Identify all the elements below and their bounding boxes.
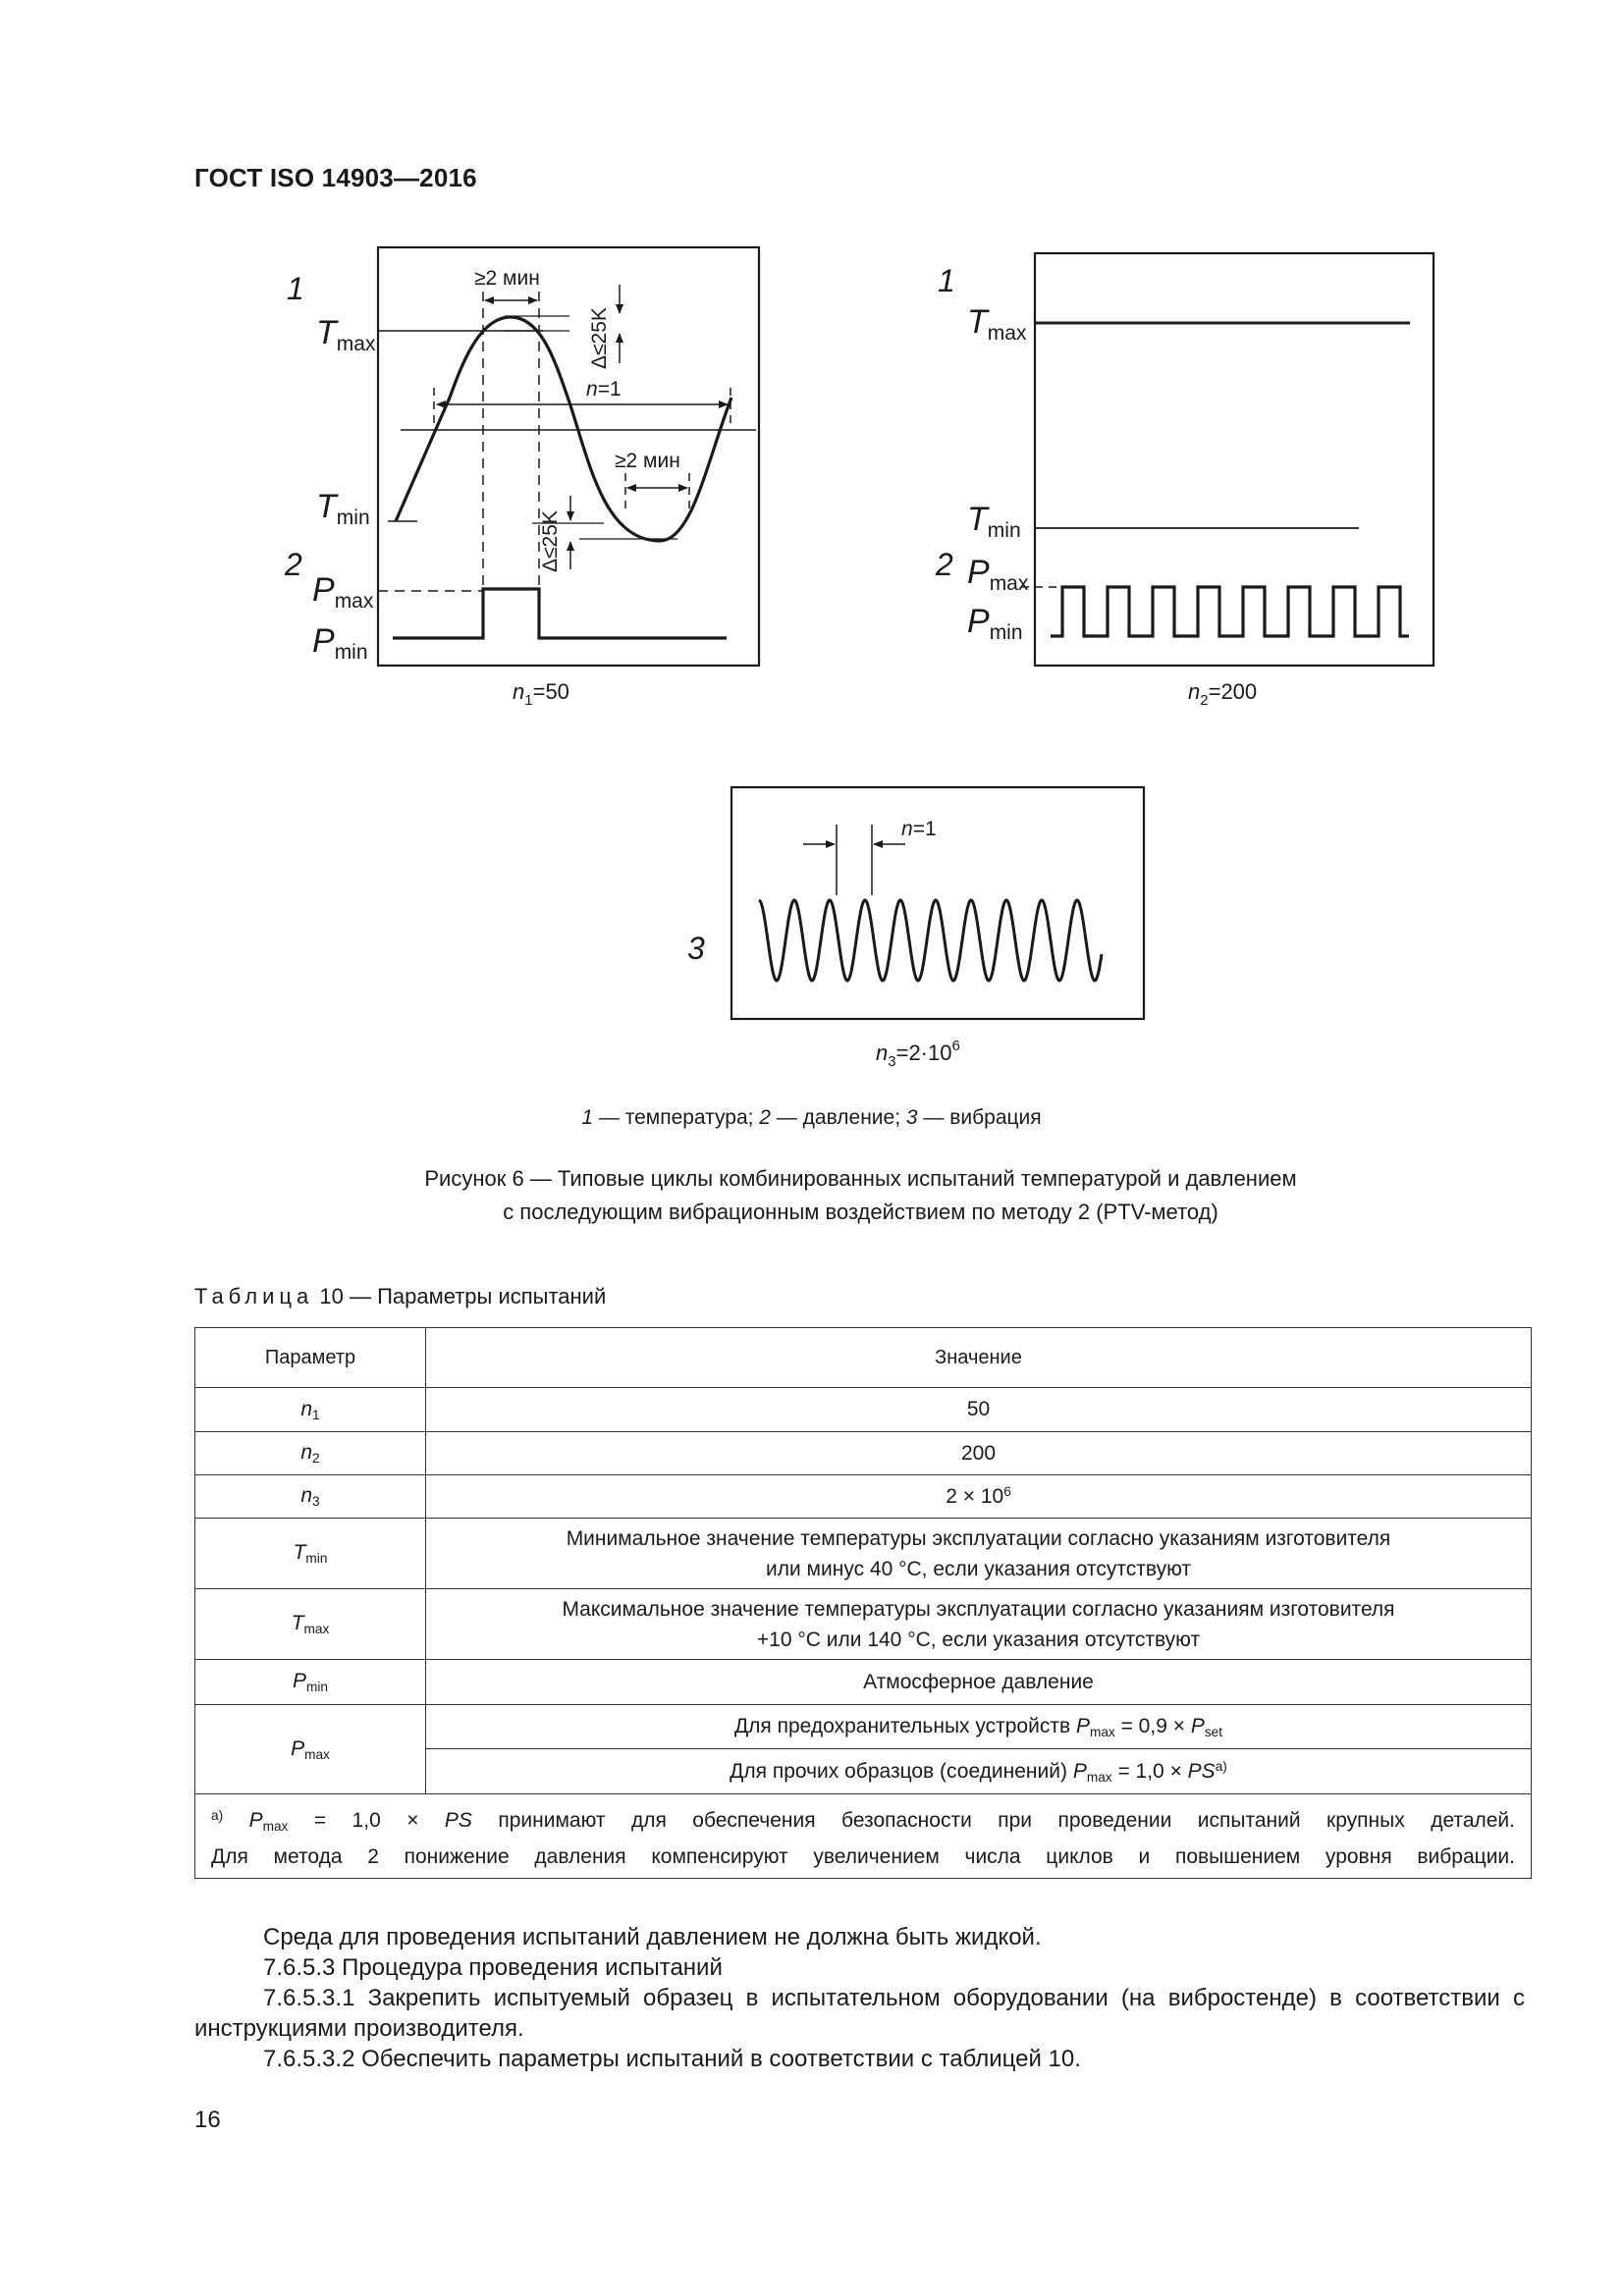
page-number: 16 xyxy=(194,2107,221,2133)
paragraph: 7.6.5.3.1 Закрепить испытуемый образец в испытательном оборудовании (на вибростенде) в соответствии с инструкциями производителя. xyxy=(194,1985,1525,2042)
value-cell: $2 \times 10^6$ xyxy=(426,1475,1532,1519)
paragraph: Среда для проведения испытаний давлением не должна быть жидкой. xyxy=(263,1924,1042,1950)
panel3-count-label: $n_3=2\cdot 10^6$ xyxy=(876,1038,960,1070)
param-cell: $n_2$ xyxy=(195,1432,426,1475)
panel1-temp-number: 1 xyxy=(287,271,304,306)
param-cell: $n_1$ xyxy=(195,1388,426,1432)
table-title: Таблица 10 — Параметры испытаний xyxy=(194,1284,607,1308)
panel1-tmin-label: $T_{min}$ xyxy=(316,488,370,529)
panel1-pressure-number: 2 xyxy=(285,547,302,582)
value-cell: Максимальное значение температуры эксплуатации согласно указаниям изготовителя +10 °С или 140 °С, если указания отсутствуют xyxy=(426,1589,1532,1660)
param-cell: $P_{max}$ xyxy=(195,1705,426,1794)
table-row xyxy=(195,1475,1532,1519)
value-cell: Для предохранительных устройств $P_{max} = 0,9 \times P_{set}$ xyxy=(426,1705,1532,1749)
table-footnote: $^{а)}$ $P_{max} = 1,0$ × PS принимают для обеспечения безопасности при проведении испытаний крупных деталей. Для метода 2 понижение давления компенсируют увеличением числа циклов и повышением уровня вибрации. xyxy=(195,1794,1532,1879)
param-cell: $T_{max}$ xyxy=(195,1589,426,1660)
panel-2 xyxy=(935,253,1434,709)
panel1-tmax-label: $T_{max}$ xyxy=(316,314,376,355)
figure-legend: 1 — температура; 2 — давление; 3 — вибрация xyxy=(581,1106,1042,1129)
panel1-pmin-label: $P_{min}$ xyxy=(312,622,368,664)
figure-6 xyxy=(0,0,1623,1099)
caption-line-1: Рисунок 6 — Типовые циклы комбинированных испытаний температурой и давлением xyxy=(424,1166,1297,1191)
value-cell: 200 xyxy=(426,1432,1532,1475)
panel1-cycle-label: n=1 xyxy=(586,378,622,400)
panel-3 xyxy=(687,787,1144,1070)
table-row xyxy=(195,1388,1532,1432)
panel2-tmin-label: $T_{min}$ xyxy=(967,501,1021,542)
panel2-count-label: $n_2=200$ xyxy=(1188,679,1258,709)
header-value: Значение xyxy=(426,1328,1532,1388)
value-cell: Для прочих образцов (соединений) $P_{max} = 1,0 \times PS^{а)}$ xyxy=(426,1749,1532,1794)
panel1-pmax-label: $P_{max}$ xyxy=(312,571,374,613)
document-header: ГОСТ ISO 14903—2016 xyxy=(194,163,477,192)
table-header-row xyxy=(195,1328,1532,1388)
table-row xyxy=(195,1705,1532,1749)
panel3-vibration-number: 3 xyxy=(687,931,705,966)
value-cell: 50 xyxy=(426,1388,1532,1432)
param-cell: $n_3$ xyxy=(195,1475,426,1519)
caption-line-2: с последующим вибрационным воздействием по методу 2 (PTV-метод) xyxy=(503,1200,1218,1224)
panel2-tmax-label: $T_{max}$ xyxy=(967,303,1027,345)
header-param: Параметр xyxy=(195,1328,426,1388)
paragraph: 7.6.5.3.2 Обеспечить параметры испытаний в соответствии с таблицей 10. xyxy=(263,2046,1081,2072)
panel1-delta-top: Δ≤25K xyxy=(588,307,611,369)
parameters-table xyxy=(194,1327,1532,1879)
panel1-dwell-bottom: ≥2 мин xyxy=(615,450,680,472)
value-cell: Атмосферное давление xyxy=(426,1660,1532,1705)
panel2-pmax-label: $P_{max}$ xyxy=(967,554,1029,595)
table-row xyxy=(195,1519,1532,1589)
panel2-pressure-number: 2 xyxy=(936,547,953,582)
param-cell: $P_{min}$ xyxy=(195,1660,426,1705)
table-row xyxy=(195,1589,1532,1660)
panel-1 xyxy=(284,247,759,709)
value-cell: Минимальное значение температуры эксплуатации согласно указаниям изготовителя или минус 40 °С, если указания отсутствуют xyxy=(426,1519,1532,1589)
param-cell: $T_{min}$ xyxy=(195,1519,426,1589)
figure-caption xyxy=(0,1162,1623,1229)
panel2-pmin-label: $P_{min}$ xyxy=(967,603,1023,644)
panel2-temp-number: 1 xyxy=(938,263,955,298)
panel3-cycle-label: n=1 xyxy=(901,818,937,840)
table-row xyxy=(195,1660,1532,1705)
panel1-count-label: $n_1=50$ xyxy=(513,679,569,709)
panel1-delta-bottom: Δ≤25K xyxy=(539,510,562,572)
table-row xyxy=(195,1432,1532,1475)
panel1-dwell-top: ≥2 мин xyxy=(474,267,540,290)
table-footnote-row xyxy=(195,1794,1532,1879)
section-heading: 7.6.5.3 Процедура проведения испытаний xyxy=(263,1954,723,1981)
